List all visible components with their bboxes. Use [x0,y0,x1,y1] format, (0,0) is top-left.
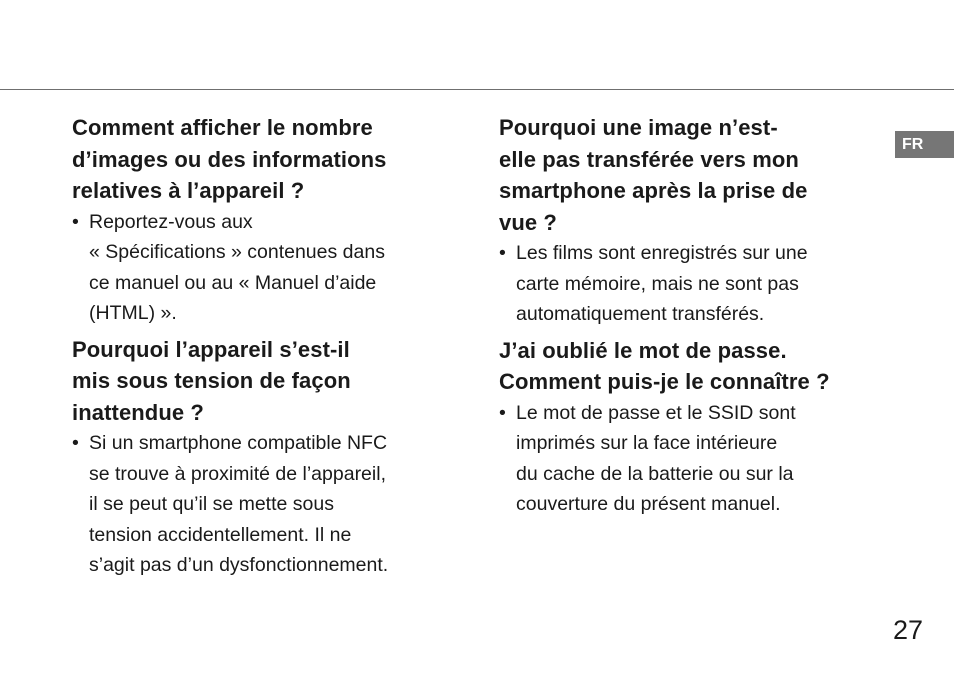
faq-answer-text: Le mot de passe et le SSID sont imprimés sur la face intérieure du cache de la batterie ou sur la couverture du présent manuel. [516,401,796,515]
faq-item [499,112,899,330]
left-column [72,112,462,586]
faq-question: Pourquoi une image n’est- elle pas transférée vers mon smartphone après la prise de vue ? [499,115,808,235]
right-column [499,112,899,525]
faq-item [72,334,462,581]
faq-item [499,335,899,520]
faq-answer-text: Les films sont enregistrés sur une carte mémoire, mais ne sont pas automatiquement transférés. [516,242,808,325]
faq-question: Pourquoi l’appareil s’est-il mis sous tension de façon inattendue ? [72,336,351,425]
bullet-icon: • [499,242,506,264]
language-tab: FR [895,131,954,158]
faq-question: Comment afficher le nombre d’images ou des informations relatives à l’appareil ? [72,115,387,203]
bullet-icon: • [499,401,506,424]
header-rule [0,89,954,90]
faq-answer [72,207,462,329]
faq-answer-text: Si un smartphone compatible NFC se trouve à proximité de l’appareil, il se peut qu’il se mette sous tension accidentellement. Il ne s’agit pas d’un dysfonctionnement. [89,432,389,576]
bullet-icon: • [72,432,79,454]
faq-answer [499,238,899,330]
page-number: 27 [893,615,924,645]
faq-question: J’ai oublié le mot de passe. Comment puis-je le connaître ? [499,337,830,394]
bullet-icon: • [72,210,79,233]
faq-answer [72,428,462,581]
faq-answer [499,398,899,520]
faq-answer-text: Reportez-vous aux « Spécifications » contenues dans ce manuel ou au « Manuel d’aide (HTML) ». [89,210,385,324]
faq-item [72,112,462,329]
